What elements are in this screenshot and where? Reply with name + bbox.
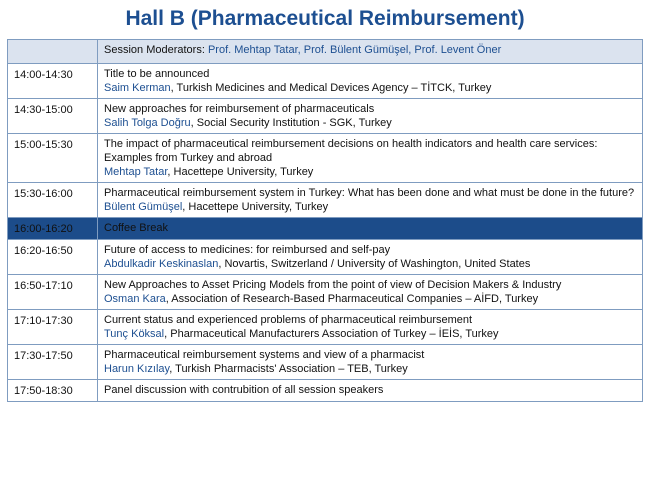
session-details — [98, 64, 643, 99]
session-row — [8, 183, 643, 218]
session-row — [8, 99, 643, 134]
speaker-affiliation: , Turkish Medicines and Medical Devices Agency – TİTCK, Turkey — [170, 82, 492, 94]
session-time: 17:30-17:50 — [8, 345, 98, 380]
session-row — [8, 275, 643, 310]
coffee-break-row — [8, 218, 643, 240]
session-row — [8, 134, 643, 183]
speaker-name: Osman Kara — [104, 293, 166, 305]
session-title: Current status and experienced problems of pharmaceutical reimbursement — [104, 314, 473, 326]
session-title: New approaches for reimbursement of pharmaceuticals — [104, 103, 375, 115]
moderators-row — [8, 40, 643, 64]
session-title: Future of access to medicines: for reimbursed and self-pay — [104, 244, 391, 256]
speaker-name: Mehtap Tatar — [104, 166, 168, 178]
session-title: Title to be announced — [104, 68, 210, 80]
moderators-names: Prof. Mehtap Tatar, Prof. Bülent Gümüşel, Prof. Levent Öner — [207, 44, 502, 56]
session-details — [98, 380, 643, 402]
speaker-name: Harun Kızılay — [104, 363, 170, 375]
session-time: 16:50-17:10 — [8, 275, 98, 310]
speaker-affiliation: , Turkish Pharmacists' Association – TEB, Turkey — [169, 363, 408, 375]
speaker-name: Saim Kerman — [104, 82, 171, 94]
session-details — [98, 345, 643, 380]
speaker-affiliation: , Pharmaceutical Manufacturers Association of Turkey – İEİS, Turkey — [164, 328, 499, 340]
session-time: 14:00-14:30 — [8, 64, 98, 99]
speaker-affiliation: , Hacettepe University, Turkey — [182, 201, 329, 213]
speaker-affiliation: , Novartis, Switzerland / University of Washington, United States — [218, 258, 531, 270]
session-details — [98, 310, 643, 345]
session-details — [98, 275, 643, 310]
session-time: 15:30-16:00 — [8, 183, 98, 218]
session-schedule-table — [7, 39, 643, 402]
session-time: 17:10-17:30 — [8, 310, 98, 345]
session-row — [8, 64, 643, 99]
session-title: Panel discussion with contrubition of all session speakers — [104, 384, 384, 396]
moderators-cell — [98, 40, 643, 64]
session-time: 17:50-18:30 — [8, 380, 98, 402]
speaker-name: Salih Tolga Doğru — [104, 117, 191, 129]
session-row — [8, 310, 643, 345]
header-time-cell — [8, 40, 98, 64]
session-row — [8, 345, 643, 380]
session-title: New Approaches to Asset Pricing Models from the point of view of Decision Makers & Industry — [104, 279, 562, 291]
session-title: Pharmaceutical reimbursement system in Turkey: What has been done and what must be done in the future? — [104, 187, 635, 199]
speaker-affiliation: , Association of Research-Based Pharmaceutical Companies – AİFD, Turkey — [165, 293, 539, 305]
speaker-name: Abdulkadir Keskinaslan — [104, 258, 219, 270]
break-label: Coffee Break — [98, 218, 643, 240]
session-details — [98, 99, 643, 134]
session-details — [98, 240, 643, 275]
moderators-label: Session Moderators: — [104, 44, 205, 56]
speaker-name: Tunç Köksal — [104, 328, 165, 340]
session-details — [98, 183, 643, 218]
hall-title: Hall B (Pharmaceutical Reimbursement) — [125, 7, 525, 30]
speaker-affiliation: , Social Security Institution - SGK, Turkey — [190, 117, 392, 129]
session-title: The impact of pharmaceutical reimbursement decisions on health indicators and health care services: Examples from Turkey and abroad — [104, 138, 598, 164]
speaker-name: Bülent Gümüşel — [104, 201, 183, 213]
speaker-affiliation: , Hacettepe University, Turkey — [167, 166, 314, 178]
session-row — [8, 240, 643, 275]
session-row — [8, 380, 643, 402]
session-title: Pharmaceutical reimbursement systems and view of a pharmacist — [104, 349, 425, 361]
break-time: 16:00-16:20 — [8, 218, 98, 240]
session-time: 16:20-16:50 — [8, 240, 98, 275]
session-time: 14:30-15:00 — [8, 99, 98, 134]
session-time: 15:00-15:30 — [8, 134, 98, 183]
session-details — [98, 134, 643, 183]
